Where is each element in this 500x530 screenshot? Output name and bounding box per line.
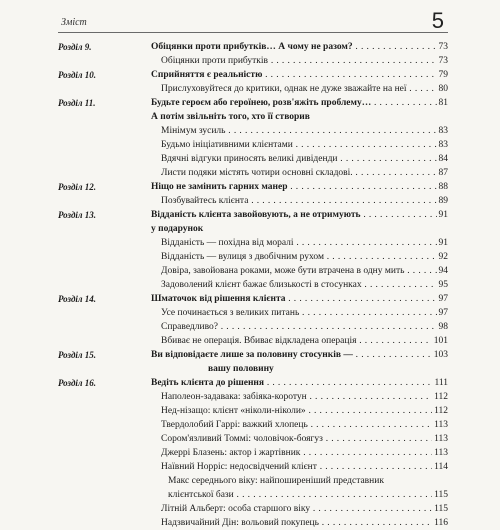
chapter-title: Ніщо не замінить гарних манер . . .: [151, 180, 448, 194]
toc-page-number: 73: [438, 56, 448, 66]
toc-page-number: 83: [438, 140, 448, 150]
toc-row: [58, 68, 448, 82]
chapter-title: Обіцянки проти прибутків… А чому не разом? . . .: [151, 40, 448, 54]
chapter-title-continued: А потім звільніть того, хто її створив: [151, 112, 310, 122]
chapter-label: Розділ 16.: [58, 378, 97, 388]
toc-page-number: 98: [438, 322, 448, 332]
toc-page-number: 83: [438, 126, 448, 136]
toc-page-number: 113: [434, 448, 448, 458]
toc-row: [58, 250, 448, 264]
section-title: Нед-нізащо: клієнт «ніколи-ніколи» . . .: [161, 404, 448, 418]
chapter-title-continued: у подарунок: [151, 224, 204, 234]
toc-row: [58, 474, 448, 488]
chapter-title-continued: вашу половину: [208, 364, 274, 374]
toc-page-number: 103: [433, 350, 448, 360]
section-title: Усе починається з великих питань . . .: [161, 306, 448, 320]
toc-page-number: 84: [438, 154, 448, 164]
toc-page-number: 97: [438, 308, 448, 318]
toc-page-number: 115: [434, 504, 448, 514]
section-title: Обіцянки проти прибутків . . .: [161, 54, 448, 68]
toc-row: [58, 222, 448, 236]
toc-page-number: 114: [434, 462, 448, 472]
toc-page-number: 91: [438, 210, 448, 220]
toc-row: [58, 446, 448, 460]
toc-page-number: 95: [438, 280, 448, 290]
toc-row: [58, 236, 448, 250]
toc-row: [58, 348, 448, 362]
toc-page-number: 91: [438, 238, 448, 248]
toc-page-number: 113: [434, 420, 448, 430]
chapter-title: Шматочок від рішення клієнта . . .: [151, 292, 448, 306]
toc-row: [58, 124, 448, 138]
section-title: Відданість — вулиця з двобічним рухом . . .: [161, 250, 448, 264]
chapter-label: Розділ 15.: [58, 350, 97, 360]
section-title-continued: клієнтської бази . . .: [168, 488, 448, 502]
toc-page-number: 80: [438, 84, 448, 94]
toc-row: [58, 460, 448, 474]
toc-row: [58, 418, 448, 432]
toc-page-number: 101: [433, 336, 448, 346]
section-title: Сором'язливий Томмі: чоловічок-боягуз . . .: [161, 432, 448, 446]
toc-page-number: 92: [438, 252, 448, 262]
section-title: Мінімум зусиль . . .: [161, 124, 448, 138]
toc-row: [58, 376, 448, 390]
section-title: Відданість — похідна від моралі . . .: [161, 236, 448, 250]
toc-page-number: 97: [438, 294, 448, 304]
chapter-label: Розділ 13.: [58, 210, 97, 220]
toc-row: [58, 110, 448, 124]
section-title: Твердолобий Гаррі: важкий хлопець . . .: [161, 418, 448, 432]
toc-page-number: 94: [438, 266, 448, 276]
toc-row: [58, 292, 448, 306]
toc-row: [58, 432, 448, 446]
chapter-label: Розділ 9.: [58, 42, 92, 52]
section-title: Будьмо ініціативними клієнтами . . .: [161, 138, 448, 152]
page-number: 5: [431, 8, 444, 33]
section-title: Позбувайтесь клієнта . . .: [161, 194, 448, 208]
chapter-title: Сприйняття є реальністю . . .: [151, 68, 448, 82]
toc-row: [58, 82, 448, 96]
toc-row: [58, 404, 448, 418]
section-title: Літній Альберт: особа старшого віку . . .: [161, 502, 448, 516]
page-header: [58, 8, 448, 34]
toc-row: [58, 278, 448, 292]
toc-page-number: 73: [438, 42, 448, 52]
chapter-label: Розділ 14.: [58, 294, 97, 304]
section-title: Надзвичайний Дін: вольовий покупець . . .: [161, 516, 448, 530]
running-header-title: Зміст: [61, 17, 87, 28]
chapter-label: Розділ 11.: [58, 98, 96, 108]
header-rule: [58, 32, 448, 33]
toc-row: [58, 138, 448, 152]
toc-row: [58, 166, 448, 180]
chapter-title: Ви відповідаєте лише за половину стосунків — . . .: [151, 348, 448, 362]
chapter-label: Розділ 10.: [58, 70, 97, 80]
section-title: Листи подяки містять чотири основні складові. . . .: [161, 166, 448, 180]
chapter-title: Ведіть клієнта до рішення . . .: [151, 376, 448, 390]
toc-row: [58, 390, 448, 404]
section-title: Задоволений клієнт бажає близькості в стосунках . . .: [161, 278, 448, 292]
section-title: Макс середнього віку: найпоширеніший представник: [168, 476, 384, 486]
toc-page-number: 87: [438, 168, 448, 178]
toc-row: [58, 180, 448, 194]
toc-row: [58, 54, 448, 68]
toc-row: [58, 516, 448, 530]
chapter-title: Відданість клієнта завойовують, а не отримують . . .: [151, 208, 448, 222]
section-title: Вбиває не операція. Вбиває відкладена операція . . .: [161, 334, 448, 348]
toc-page-number: 111: [434, 378, 448, 388]
toc-row: [58, 152, 448, 166]
toc-row: [58, 194, 448, 208]
section-title: Вдячні відгуки приносять великі дивіденди . . .: [161, 152, 448, 166]
toc-page-number: 81: [438, 98, 448, 108]
chapter-label: Розділ 12.: [58, 182, 97, 192]
toc-row: [58, 334, 448, 348]
toc-page-number: 112: [434, 406, 448, 416]
section-title: Довіра, завойована роками, може бути втрачена в одну мить . . .: [161, 264, 448, 278]
chapter-title: Будьте героєм або героїнею, розв'яжіть проблему… . . .: [151, 96, 448, 110]
toc-row: [58, 264, 448, 278]
toc-page-number: 112: [434, 392, 448, 402]
toc-page-number: 113: [434, 434, 448, 444]
section-title: Наївний Норріс: недосвідчений клієнт . . .: [161, 460, 448, 474]
toc-row: [58, 320, 448, 334]
table-of-contents: [58, 40, 448, 530]
toc-page-number: 115: [434, 490, 448, 500]
toc-row: [58, 96, 448, 110]
toc-page-number: 116: [434, 518, 448, 528]
section-title: Наполеон-задавака: забіяка-коротун . . .: [161, 390, 448, 404]
section-title: Справедливо? . . .: [161, 320, 448, 334]
toc-page-number: 89: [438, 196, 448, 206]
section-title: Прислуховуйтеся до критики, однак не дуже зважайте на неї . . .: [161, 82, 448, 96]
toc-row: [58, 362, 448, 376]
toc-page-number: 88: [438, 182, 448, 192]
toc-row: [58, 208, 448, 222]
toc-row: [58, 306, 448, 320]
toc-row: [58, 40, 448, 54]
toc-row: [58, 502, 448, 516]
toc-page-number: 79: [438, 70, 448, 80]
section-title: Джеррі Блазень: актор і жартівник . . .: [161, 446, 448, 460]
